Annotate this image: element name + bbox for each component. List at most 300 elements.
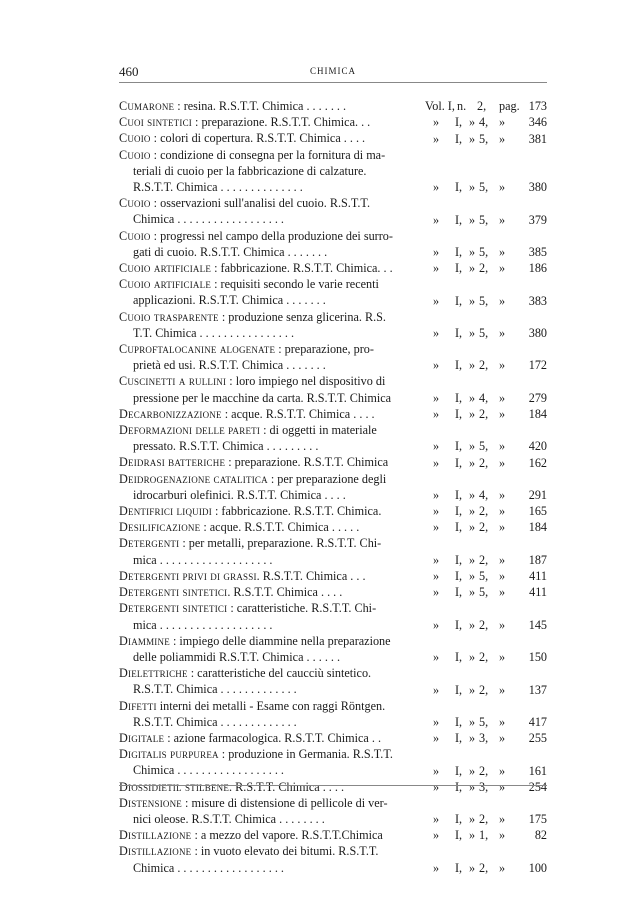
issue-number: 2, bbox=[479, 650, 489, 665]
entry-description: : resina. R.S.T.T. Chimica . . . . . . . bbox=[174, 99, 347, 113]
volume-mark: » bbox=[433, 293, 440, 308]
entry-line bbox=[119, 617, 425, 633]
issue-label: » bbox=[469, 569, 476, 584]
issue-label: » bbox=[469, 714, 476, 729]
index-entry bbox=[119, 471, 547, 503]
entry-description: delle poliammidi R.S.T.T. Chimica . . . . . . bbox=[133, 649, 341, 664]
entry-term: Dentifrici liquidi bbox=[119, 504, 212, 519]
entry-term: Cuoi sintetici bbox=[119, 115, 192, 130]
entry-line bbox=[119, 147, 425, 163]
page-label: » bbox=[499, 763, 506, 778]
volume-number: I, bbox=[455, 488, 463, 503]
issue-number: 5, bbox=[479, 293, 489, 308]
issue-label: » bbox=[469, 407, 476, 422]
page-ref: 254 bbox=[528, 779, 547, 794]
issue-number: 2, bbox=[479, 763, 489, 778]
index-entry bbox=[119, 130, 547, 146]
entry-description: : progressi nel campo della produzione dei surro- bbox=[150, 228, 393, 243]
index-entry bbox=[119, 114, 547, 130]
entry-description: : impiego delle diammine nella preparazione bbox=[169, 633, 391, 648]
volume-number: I, bbox=[455, 293, 463, 308]
issue-label: » bbox=[469, 326, 476, 341]
entry-description: : loro impiego nel dispositivo di bbox=[226, 374, 386, 389]
entry-line bbox=[119, 762, 425, 778]
entry-line bbox=[119, 438, 425, 454]
page-ref: 137 bbox=[528, 682, 547, 697]
page-ref: 165 bbox=[528, 504, 547, 519]
volume-mark: » bbox=[433, 488, 440, 503]
volume-number: I, bbox=[455, 455, 463, 470]
volume-number: I, bbox=[455, 585, 463, 600]
entry-description: : osservazioni sull'analisi del cuoio. R.S.T.T. bbox=[150, 196, 371, 211]
entry-reference bbox=[425, 179, 547, 195]
entry-text bbox=[119, 600, 425, 632]
volume-mark: » bbox=[433, 828, 440, 843]
entry-line bbox=[119, 746, 425, 762]
volume-number: I, bbox=[455, 860, 463, 875]
entry-term: Digitalis purpurea bbox=[119, 747, 219, 762]
issue-number: 2, bbox=[479, 860, 489, 875]
entry-reference bbox=[425, 860, 547, 876]
entry-line bbox=[119, 811, 425, 827]
entry-term: Difetti bbox=[119, 698, 157, 713]
entry-reference bbox=[425, 568, 547, 584]
entry-description: : azione farmacologica. R.S.T.T. Chimica . . bbox=[164, 730, 381, 745]
entry-description: T.T. Chimica . . . . . . . . . . . . . . . . bbox=[133, 325, 295, 340]
entry-line bbox=[119, 519, 425, 535]
entry-term: Detergenti bbox=[119, 536, 180, 551]
page-label: » bbox=[499, 439, 506, 454]
entry-description: : a mezzo del vapore. R.S.T.T.Chimica bbox=[191, 828, 383, 843]
entry-description: : produzione senza glicerina. R.S. bbox=[218, 309, 386, 324]
index-entry bbox=[119, 600, 547, 632]
page-ref: 173 bbox=[528, 99, 547, 114]
entry-text bbox=[119, 309, 425, 341]
page-ref: 411 bbox=[529, 569, 547, 584]
page-label: » bbox=[499, 585, 506, 600]
entry-text bbox=[119, 698, 425, 730]
entry-reference bbox=[425, 811, 547, 827]
volume-mark: » bbox=[433, 552, 440, 567]
volume-mark: » bbox=[433, 714, 440, 729]
volume-mark: » bbox=[433, 358, 440, 373]
page-ref: 162 bbox=[528, 455, 547, 470]
page-label: » bbox=[499, 131, 506, 146]
index-entry bbox=[119, 568, 547, 584]
entry-text bbox=[119, 471, 425, 503]
entry-description: applicazioni. R.S.T.T. Chimica . . . . . . . bbox=[133, 293, 326, 308]
issue-label: » bbox=[469, 455, 476, 470]
volume-number: I, bbox=[455, 812, 463, 827]
entry-description: Chimica . . . . . . . . . . . . . . . . . . bbox=[133, 763, 284, 778]
volume-number: I, bbox=[455, 358, 463, 373]
volume-number: I, bbox=[455, 390, 463, 405]
page-label: » bbox=[499, 261, 506, 276]
entry-text bbox=[119, 730, 425, 746]
index-entry bbox=[119, 454, 547, 470]
entry-line bbox=[119, 535, 425, 551]
page-ref: 186 bbox=[528, 261, 547, 276]
entry-description: teriali di cuoio per la fabbricazione di calzature. bbox=[133, 163, 367, 178]
page-label: » bbox=[499, 812, 506, 827]
page-ref: 187 bbox=[528, 552, 547, 567]
volume-number: I, bbox=[455, 407, 463, 422]
entry-reference bbox=[425, 827, 547, 843]
index-entry bbox=[119, 584, 547, 600]
volume-number: I, bbox=[455, 569, 463, 584]
issue-number: 5, bbox=[479, 439, 489, 454]
entry-term: Cuproftalocanine alogenate bbox=[119, 342, 276, 357]
entry-text bbox=[119, 228, 425, 260]
entry-reference bbox=[425, 519, 547, 535]
volume-mark: » bbox=[433, 650, 440, 665]
volume-mark: » bbox=[433, 504, 440, 519]
volume-mark: » bbox=[433, 812, 440, 827]
entry-term: Detergenti sintetici bbox=[119, 585, 228, 600]
issue-number: 4, bbox=[479, 488, 489, 503]
page-label: » bbox=[499, 731, 506, 746]
entry-description: interni dei metalli - Esame con raggi Röntgen. bbox=[156, 698, 386, 713]
volume-mark: » bbox=[433, 326, 440, 341]
entry-text bbox=[119, 260, 425, 276]
entry-term: Cuoio bbox=[119, 196, 151, 211]
entry-reference bbox=[425, 438, 547, 454]
entry-description: : produzione in Germania. R.S.T.T. bbox=[218, 747, 393, 762]
index-entry bbox=[119, 98, 547, 114]
page-label: » bbox=[499, 779, 506, 794]
entry-line bbox=[119, 195, 425, 211]
entry-description: : per metalli, preparazione. R.S.T.T. Chi- bbox=[179, 536, 382, 551]
entry-reference bbox=[425, 649, 547, 665]
entry-text bbox=[119, 130, 425, 146]
entry-line bbox=[119, 860, 425, 876]
issue-number: 2, bbox=[479, 358, 489, 373]
entry-line bbox=[119, 114, 425, 130]
page-ref: 420 bbox=[528, 439, 547, 454]
page-label: » bbox=[499, 828, 506, 843]
index-entry bbox=[119, 633, 547, 665]
entry-text bbox=[119, 535, 425, 567]
entry-line bbox=[119, 244, 425, 260]
entry-reference bbox=[425, 552, 547, 568]
entry-line bbox=[119, 309, 425, 325]
entry-term: Cuoio artificiale bbox=[119, 261, 212, 276]
index-entry bbox=[119, 341, 547, 373]
entry-term: Desilificazione bbox=[119, 520, 201, 535]
volume-number: I, bbox=[455, 131, 463, 146]
entry-description: Chimica . . . . . . . . . . . . . . . . . . bbox=[133, 860, 284, 875]
entry-line bbox=[119, 292, 425, 308]
entry-line bbox=[119, 827, 425, 843]
volume-mark: » bbox=[433, 520, 440, 535]
volume-number: I, bbox=[455, 617, 463, 632]
page-ref: 346 bbox=[528, 115, 547, 130]
page-label: pag. bbox=[499, 99, 520, 114]
entry-reference bbox=[425, 357, 547, 373]
issue-label: » bbox=[469, 439, 476, 454]
issue-number: 2, bbox=[479, 455, 489, 470]
entry-text bbox=[119, 422, 425, 454]
header-rule bbox=[119, 82, 547, 83]
issue-label: » bbox=[469, 520, 476, 535]
page-ref: 279 bbox=[528, 390, 547, 405]
page-ref: 150 bbox=[528, 650, 547, 665]
page-ref: 383 bbox=[528, 293, 547, 308]
entry-term: Cuoio bbox=[119, 131, 151, 146]
entry-reference bbox=[425, 325, 547, 341]
page-ref: 145 bbox=[528, 617, 547, 632]
entry-term: Detergenti privi di grassi bbox=[119, 568, 257, 583]
entry-line bbox=[119, 406, 425, 422]
issue-number: 5, bbox=[479, 212, 489, 227]
entry-term: Distillazione bbox=[119, 828, 192, 843]
page-ref: 380 bbox=[528, 180, 547, 195]
volume-mark: » bbox=[433, 455, 440, 470]
entry-reference bbox=[425, 293, 547, 309]
issue-number: 4, bbox=[479, 115, 489, 130]
entry-reference bbox=[425, 455, 547, 471]
entry-description: : condizione di consegna per la fornitura di ma- bbox=[150, 147, 386, 162]
entry-line bbox=[119, 276, 425, 292]
entry-term: Decarbonizzazione bbox=[119, 406, 222, 421]
page-label: » bbox=[499, 212, 506, 227]
entry-term: Distensione bbox=[119, 795, 182, 810]
issue-label: » bbox=[469, 115, 476, 130]
issue-label: » bbox=[469, 763, 476, 778]
entry-line bbox=[119, 130, 425, 146]
issue-number: 5, bbox=[479, 585, 489, 600]
volume-mark: » bbox=[433, 390, 440, 405]
entry-description: mica . . . . . . . . . . . . . . . . . . . bbox=[133, 617, 273, 632]
issue-number: 5, bbox=[479, 131, 489, 146]
volume-number: I, bbox=[455, 439, 463, 454]
entry-term: Digitale bbox=[119, 730, 165, 745]
entry-line bbox=[119, 552, 425, 568]
entry-term: Diossidietil stilbene bbox=[119, 779, 230, 794]
volume-mark: » bbox=[433, 407, 440, 422]
volume-mark: Vol. I, bbox=[425, 99, 455, 114]
page-label: » bbox=[499, 488, 506, 503]
entry-line bbox=[119, 568, 425, 584]
page-label: » bbox=[499, 504, 506, 519]
volume-number: I, bbox=[455, 779, 463, 794]
index-entry bbox=[119, 147, 547, 196]
issue-label: » bbox=[469, 212, 476, 227]
entry-description: Chimica . . . . . . . . . . . . . . . . . . bbox=[133, 212, 284, 227]
entry-text bbox=[119, 584, 425, 600]
entry-term: Cuoio bbox=[119, 228, 151, 243]
entry-description: idrocarburi olefinici. R.S.T.T. Chimica . . . . bbox=[133, 487, 346, 502]
entry-reference bbox=[425, 260, 547, 276]
page-label: » bbox=[499, 180, 506, 195]
page-ref: 161 bbox=[528, 763, 547, 778]
page-label: » bbox=[499, 326, 506, 341]
page-ref: 82 bbox=[534, 828, 547, 843]
page-ref: 184 bbox=[528, 520, 547, 535]
volume-mark: » bbox=[433, 617, 440, 632]
page-ref: 175 bbox=[528, 812, 547, 827]
entry-description: : acque. R.S.T.T. Chimica . . . . bbox=[221, 406, 375, 421]
issue-label: » bbox=[469, 358, 476, 373]
entry-reference bbox=[425, 212, 547, 228]
entry-description: : misure di distensione di pellicole di ver- bbox=[182, 795, 388, 810]
issue-number: 2, bbox=[479, 617, 489, 632]
entry-line bbox=[119, 357, 425, 373]
entry-description: nici oleose. R.S.T.T. Chimica . . . . . . . . bbox=[133, 811, 325, 826]
issue-label: » bbox=[469, 245, 476, 260]
index-entry bbox=[119, 730, 547, 746]
entry-description: : preparazione, pro- bbox=[275, 342, 374, 357]
issue-number: 5, bbox=[479, 714, 489, 729]
entry-line bbox=[119, 163, 425, 179]
entry-description: : fabbricazione. R.S.T.T. Chimica. bbox=[211, 504, 382, 519]
volume-mark: » bbox=[433, 585, 440, 600]
entry-reference bbox=[425, 584, 547, 600]
entry-reference bbox=[425, 131, 547, 147]
index-entry bbox=[119, 309, 547, 341]
issue-label: » bbox=[469, 488, 476, 503]
entry-reference bbox=[425, 503, 547, 519]
entry-line bbox=[119, 795, 425, 811]
entry-reference bbox=[425, 390, 547, 406]
index-entry bbox=[119, 195, 547, 227]
volume-mark: » bbox=[433, 569, 440, 584]
entry-text bbox=[119, 665, 425, 697]
entry-description: : requisiti secondo le varie recenti bbox=[211, 277, 379, 292]
volume-number: I, bbox=[455, 180, 463, 195]
entry-reference bbox=[425, 114, 547, 130]
page-label: » bbox=[499, 682, 506, 697]
issue-label: » bbox=[469, 682, 476, 697]
entry-term: Cuoio bbox=[119, 147, 151, 162]
volume-mark: » bbox=[433, 115, 440, 130]
entry-description: prietà ed usi. R.S.T.T. Chimica . . . . . . . bbox=[133, 358, 326, 373]
entry-text bbox=[119, 195, 425, 227]
issue-label: » bbox=[469, 650, 476, 665]
issue-number: 5, bbox=[479, 245, 489, 260]
issue-label: » bbox=[469, 585, 476, 600]
entry-text bbox=[119, 406, 425, 422]
issue-label: » bbox=[469, 504, 476, 519]
entry-description: : preparazione. R.S.T.T. Chimica bbox=[225, 455, 389, 470]
entry-line bbox=[119, 730, 425, 746]
issue-number: 2, bbox=[479, 682, 489, 697]
entry-text bbox=[119, 98, 425, 114]
index-entry bbox=[119, 276, 547, 308]
entry-term: Deidrogenazione catalitica bbox=[119, 471, 268, 486]
entry-line bbox=[119, 698, 425, 714]
page-ref: 291 bbox=[528, 488, 547, 503]
entry-term: Detergenti sintetici bbox=[119, 601, 228, 616]
page-label: » bbox=[499, 293, 506, 308]
volume-number: I, bbox=[455, 115, 463, 130]
entry-description: : acque. R.S.T.T. Chimica . . . . . bbox=[200, 520, 360, 535]
entry-description: : in vuoto elevato dei bitumi. R.S.T.T. bbox=[191, 844, 379, 859]
volume-number: I, bbox=[455, 212, 463, 227]
entry-description: : di oggetti in materiale bbox=[260, 423, 377, 438]
index-entry bbox=[119, 228, 547, 260]
issue-label: » bbox=[469, 860, 476, 875]
index-entry bbox=[119, 422, 547, 454]
issue-number: 2, bbox=[479, 504, 489, 519]
page-header bbox=[119, 64, 547, 84]
issue-label: n. bbox=[457, 99, 467, 114]
entry-reference bbox=[425, 98, 547, 114]
entry-description: mica . . . . . . . . . . . . . . . . . . . bbox=[133, 552, 273, 567]
page-label: » bbox=[499, 650, 506, 665]
index-entry bbox=[119, 260, 547, 276]
entry-line bbox=[119, 341, 425, 357]
index-entry bbox=[119, 746, 547, 778]
page-label: » bbox=[499, 617, 506, 632]
issue-number: 5, bbox=[479, 180, 489, 195]
page-ref: 381 bbox=[528, 131, 547, 146]
entry-description: . R.S.T.T. Chimica . . . bbox=[256, 568, 366, 583]
entry-text bbox=[119, 114, 425, 130]
volume-number: I, bbox=[455, 763, 463, 778]
entry-description: . R.S.T.T. Chimica . . . . bbox=[227, 585, 343, 600]
page-ref: 411 bbox=[529, 585, 547, 600]
index-entry bbox=[119, 843, 547, 875]
entry-line bbox=[119, 665, 425, 681]
entry-line bbox=[119, 260, 425, 276]
page-label: » bbox=[499, 552, 506, 567]
issue-number: 2, bbox=[479, 812, 489, 827]
entry-text bbox=[119, 795, 425, 827]
entry-description: . R.S.T.T. Chimica . . . . bbox=[229, 779, 345, 794]
entry-line bbox=[119, 454, 425, 470]
issue-number: 3, bbox=[479, 779, 489, 794]
entry-term: Deformazioni delle pareti bbox=[119, 423, 261, 438]
entry-text bbox=[119, 503, 425, 519]
index-entry bbox=[119, 406, 547, 422]
issue-label: » bbox=[469, 828, 476, 843]
entry-line bbox=[119, 325, 425, 341]
issue-label: » bbox=[469, 552, 476, 567]
entry-text bbox=[119, 827, 425, 843]
issue-number: 5, bbox=[479, 326, 489, 341]
page-label: » bbox=[499, 358, 506, 373]
entry-line bbox=[119, 584, 425, 600]
entry-line bbox=[119, 843, 425, 859]
entry-text bbox=[119, 373, 425, 405]
entry-line bbox=[119, 503, 425, 519]
entry-description: : per preparazione degli bbox=[267, 471, 387, 486]
index-entry bbox=[119, 503, 547, 519]
entry-line bbox=[119, 779, 425, 795]
entry-description: R.S.T.T. Chimica . . . . . . . . . . . . . . bbox=[133, 180, 303, 195]
entry-term: Cumarone bbox=[119, 99, 175, 113]
issue-number: 2, bbox=[479, 552, 489, 567]
index-entry bbox=[119, 373, 547, 405]
issue-label: » bbox=[469, 731, 476, 746]
page-label: » bbox=[499, 455, 506, 470]
entry-line bbox=[119, 600, 425, 616]
entry-line bbox=[119, 714, 425, 730]
issue-number: 2, bbox=[479, 520, 489, 535]
page-ref: 380 bbox=[528, 326, 547, 341]
issue-number: 4, bbox=[479, 390, 489, 405]
index-entry bbox=[119, 779, 547, 795]
issue-label: » bbox=[469, 617, 476, 632]
volume-number: I, bbox=[455, 552, 463, 567]
entry-line bbox=[119, 373, 425, 389]
entry-reference bbox=[425, 779, 547, 795]
entry-description: R.S.T.T. Chimica . . . . . . . . . . . . . bbox=[133, 714, 297, 729]
volume-mark: » bbox=[433, 439, 440, 454]
index-entry bbox=[119, 535, 547, 567]
entry-term: Diammine bbox=[119, 633, 170, 648]
